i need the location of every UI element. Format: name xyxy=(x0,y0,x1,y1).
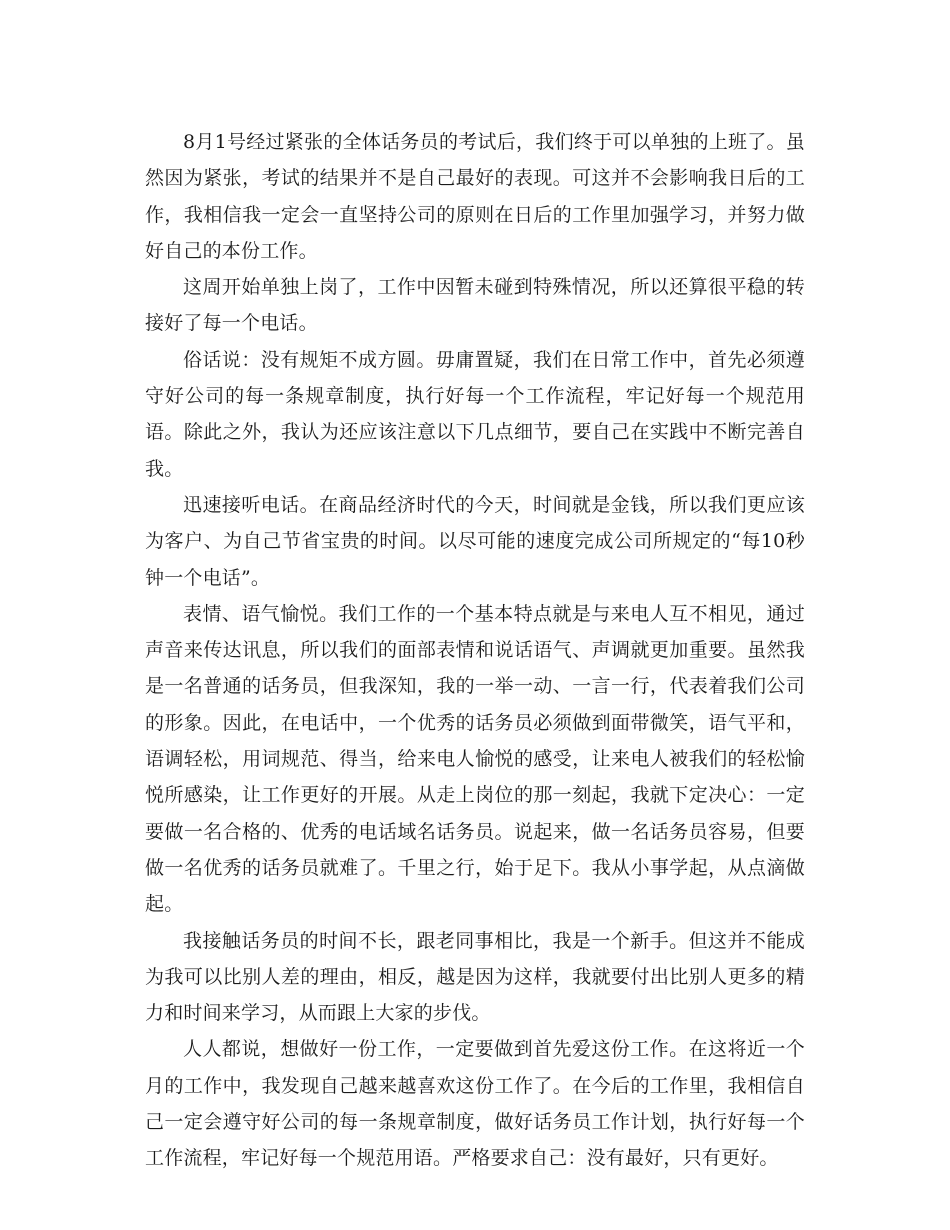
paragraph-6: 我接触话务员的时间不长，跟老同事相比，我是一个新手。但这并不能成为我可以比别人差的理由，相反，越是因为这样，我就要付出比别人更多的精力和时间来学习，从而跟上大家的步伐。 xyxy=(145,929,805,1025)
paragraph-5: 表情、语气愉悦。我们工作的一个基本特点就是与来电人互不相见，通过声音来传达讯息，所以我们的面部表情和说话语气、声调就更加重要。虽然我是一名普通的话务员，但我深知，我的一举一动、一言一行，代表着我们公司的形象。因此，在电话中，一个优秀的话务员必须做到面带微笑，语气平和，语调轻松，用词规范、得当，给来电人愉悦的感受，让来电人被我们的轻松愉悦所感染，让工作更好的开展。从走上岗位的那一刻起，我就下定决心：一定要做一名合格的、优秀的电话域名话务员。说起来，做一名话务员容易，但要做一名优秀的话务员就难了。千里之行，始于足下。我从小事学起，从点滴做起。 xyxy=(145,602,805,916)
paragraph-7: 人人都说，想做好一份工作，一定要做到首先爱这份工作。在这将近一个月的工作中，我发现自己越来越喜欢这份工作了。在今后的工作里，我相信自己一定会遵守好公司的每一条规章制度，做好话务员工作计划，执行好每一个工作流程，牢记好每一个规范用语。严格要求自己：没有最好，只有更好。 xyxy=(145,1038,805,1170)
paragraph-4: 迅速接听电话。在商品经济时代的今天，时间就是金钱，所以我们更应该为客户、为自己节省宝贵的时间。以尽可能的速度完成公司所规定的“每10秒钟一个电话”。 xyxy=(145,493,805,589)
paragraph-2: 这周开始单独上岗了，工作中因暂未碰到特殊情况，所以还算很平稳的转接好了每一个电话。 xyxy=(145,276,805,335)
paragraph-3: 俗话说：没有规矩不成方圆。毋庸置疑，我们在日常工作中，首先必须遵守好公司的每一条规章制度，执行好每一个工作流程，牢记好每一个规范用语。除此之外，我认为还应该注意以下几点细节，要自己在实践中不断完善自我。 xyxy=(145,348,805,480)
document-body xyxy=(145,124,805,1177)
paragraph-1: 8月1号经过紧张的全体话务员的考试后，我们终于可以单独的上班了。虽然因为紧张，考试的结果并不是自己最好的表现。可这并不会影响我日后的工作，我相信我一定会一直坚持公司的原则在日后的工作里加强学习，并努力做好自己的本份工作。 xyxy=(145,131,805,262)
